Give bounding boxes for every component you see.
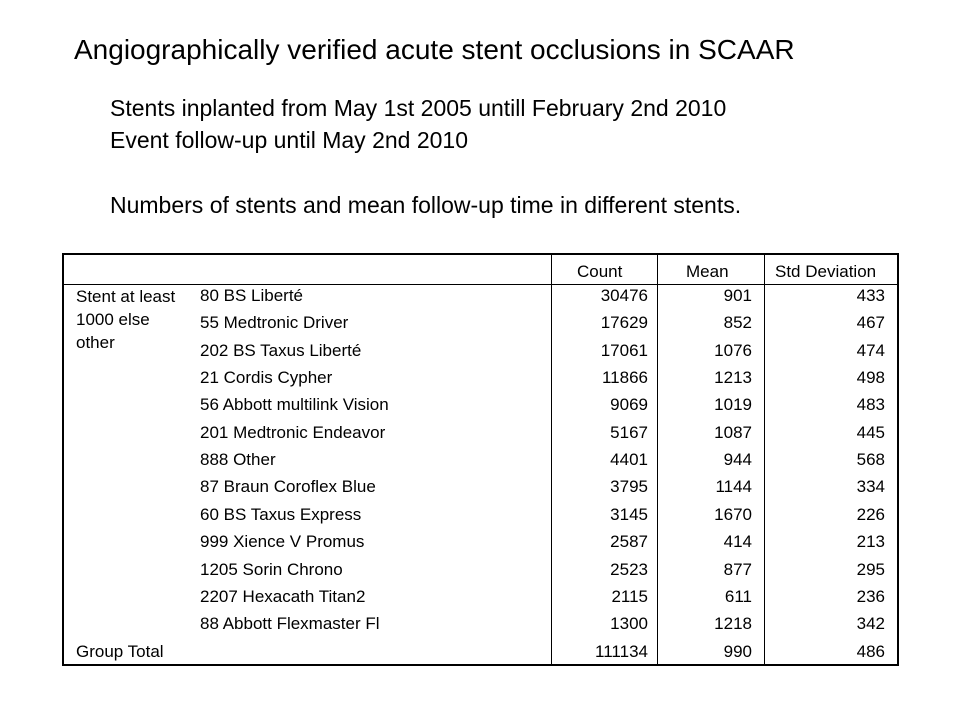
count-value: 17629	[600, 313, 648, 332]
count-value: 5167	[610, 423, 648, 442]
table-row	[64, 341, 897, 363]
header-std-deviation: Std Deviation	[775, 262, 877, 281]
stent-name: 21 Cordis Cypher	[200, 368, 333, 387]
std-deviation-value: 295	[856, 560, 885, 579]
header-divider	[64, 284, 897, 285]
group-label: Stent at least 1000 else other	[76, 287, 176, 352]
group-total-row	[64, 642, 897, 664]
count-value: 4401	[610, 450, 648, 469]
slide-title: Angiographically verified acute stent occlusions in SCAAR	[74, 34, 795, 65]
count-value: 30476	[600, 286, 648, 305]
std-deviation-value: 433	[856, 286, 885, 305]
count-value: 11866	[601, 368, 648, 387]
mean-value: 1144	[715, 477, 752, 496]
mean-value: 1019	[714, 395, 752, 414]
group-total-label: Group Total	[76, 642, 164, 661]
std-deviation-value: 213	[856, 532, 885, 551]
mean-value: 990	[723, 642, 752, 661]
stent-name: 87 Braun Coroflex Blue	[200, 477, 376, 496]
table-row	[64, 395, 897, 417]
mean-value: 414	[723, 532, 752, 551]
stent-statistics-table	[62, 253, 899, 666]
std-deviation-value: 226	[856, 505, 885, 524]
count-value: 9069	[610, 395, 648, 414]
table-row	[64, 450, 897, 472]
table-row	[64, 560, 897, 582]
stent-name: 1205 Sorin Chrono	[200, 560, 343, 579]
subtitle-period: Stents inplanted from May 1st 2005 untill February 2nd 2010	[110, 95, 727, 121]
stent-name: 201 Medtronic Endeavor	[200, 423, 386, 442]
table-row	[64, 505, 897, 527]
stent-name: 56 Abbott multilink Vision	[200, 395, 389, 414]
stent-name: 80 BS Liberté	[200, 286, 304, 305]
std-deviation-value: 445	[856, 423, 885, 442]
subtitle-followup: Event follow-up until May 2nd 2010	[110, 127, 468, 153]
count-value: 3795	[610, 477, 648, 496]
count-value: 2523	[610, 560, 648, 579]
std-deviation-value: 498	[856, 368, 885, 387]
subtitle-description: Numbers of stents and mean follow-up time in different stents.	[110, 192, 742, 218]
std-deviation-value: 483	[856, 395, 885, 414]
table-row	[64, 614, 897, 636]
stent-name: 2207 Hexacath Titan2	[200, 587, 366, 606]
mean-value: 1076	[714, 341, 752, 360]
table-row	[64, 477, 897, 499]
table-row	[64, 286, 897, 308]
table-row	[64, 423, 897, 445]
count-value: 2115	[611, 587, 648, 606]
mean-value: 1218	[714, 614, 752, 633]
std-deviation-value: 568	[856, 450, 885, 469]
table-row	[64, 532, 897, 554]
count-value: 1300	[610, 614, 648, 633]
count-value: 111134	[595, 642, 648, 661]
mean-value: 1087	[714, 423, 752, 442]
stent-name: 999 Xience V Promus	[200, 532, 365, 551]
table-row	[64, 313, 897, 335]
mean-value: 877	[723, 560, 752, 579]
stent-name: 888 Other	[200, 450, 276, 469]
count-value: 17061	[600, 341, 648, 360]
std-deviation-value: 486	[856, 642, 885, 661]
mean-value: 852	[723, 313, 752, 332]
std-deviation-value: 236	[856, 587, 885, 606]
stent-name: 55 Medtronic Driver	[200, 313, 349, 332]
count-value: 3145	[610, 505, 648, 524]
mean-value: 1670	[714, 505, 752, 524]
mean-value: 1213	[714, 368, 752, 387]
count-value: 2587	[610, 532, 648, 551]
mean-value: 944	[723, 450, 752, 469]
table-row	[64, 587, 897, 609]
header-mean: Mean	[686, 262, 729, 281]
std-deviation-value: 342	[856, 614, 885, 633]
std-deviation-value: 474	[856, 341, 885, 360]
std-deviation-value: 467	[856, 313, 885, 332]
std-deviation-value: 334	[856, 477, 885, 496]
mean-value: 611	[724, 587, 752, 606]
stent-name: 202 BS Taxus Liberté	[200, 341, 362, 360]
stent-name: 60 BS Taxus Express	[200, 505, 362, 524]
table-row	[64, 368, 897, 390]
mean-value: 901	[723, 286, 752, 305]
header-count: Count	[577, 262, 623, 281]
stent-name: 88 Abbott Flexmaster Fl	[200, 614, 380, 633]
